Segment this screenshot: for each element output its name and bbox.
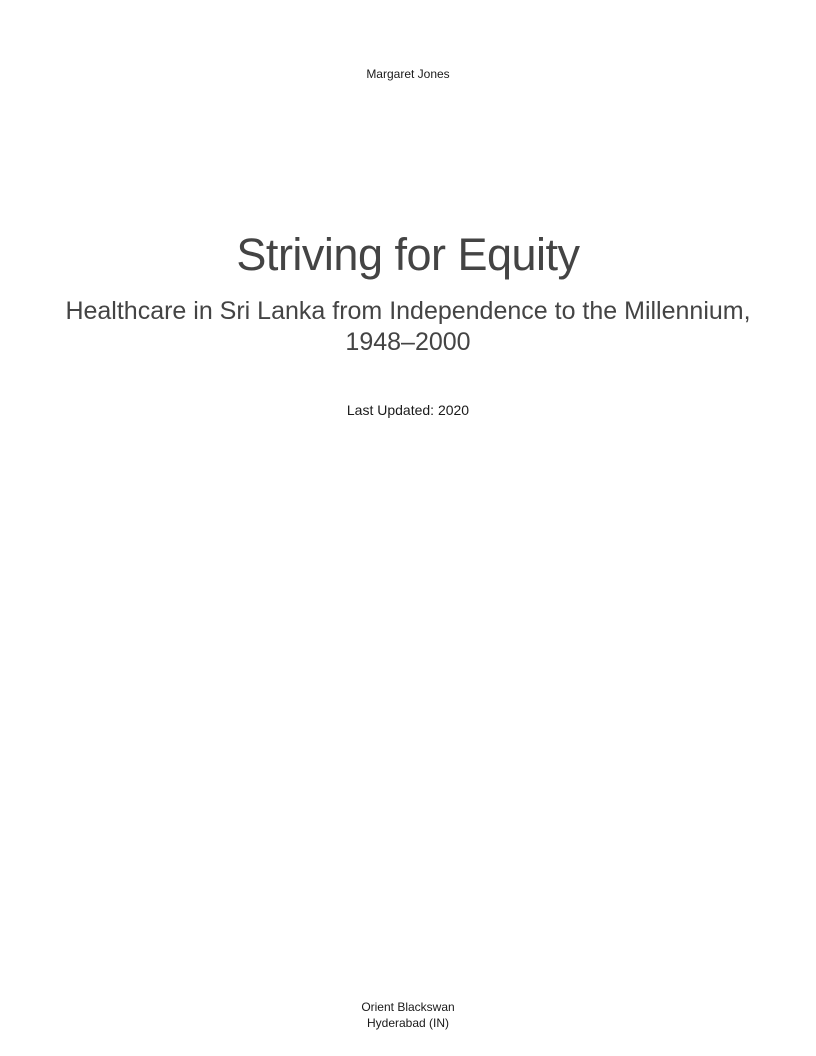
book-subtitle [40, 296, 776, 358]
last-updated: Last Updated: 2020 [346, 402, 470, 418]
publisher-block [0, 999, 816, 1031]
publisher-name: Orient Blackswan [361, 1000, 455, 1014]
publisher-location: Hyderabad (IN) [366, 1016, 450, 1030]
subtitle-line-1: Healthcare in Sri Lanka from Independence to the Millennium, [65, 297, 751, 325]
book-title: Striving for Equity [236, 229, 580, 280]
subtitle-line-2: 1948–2000 [345, 328, 471, 356]
author-name: Margaret Jones [366, 67, 450, 81]
